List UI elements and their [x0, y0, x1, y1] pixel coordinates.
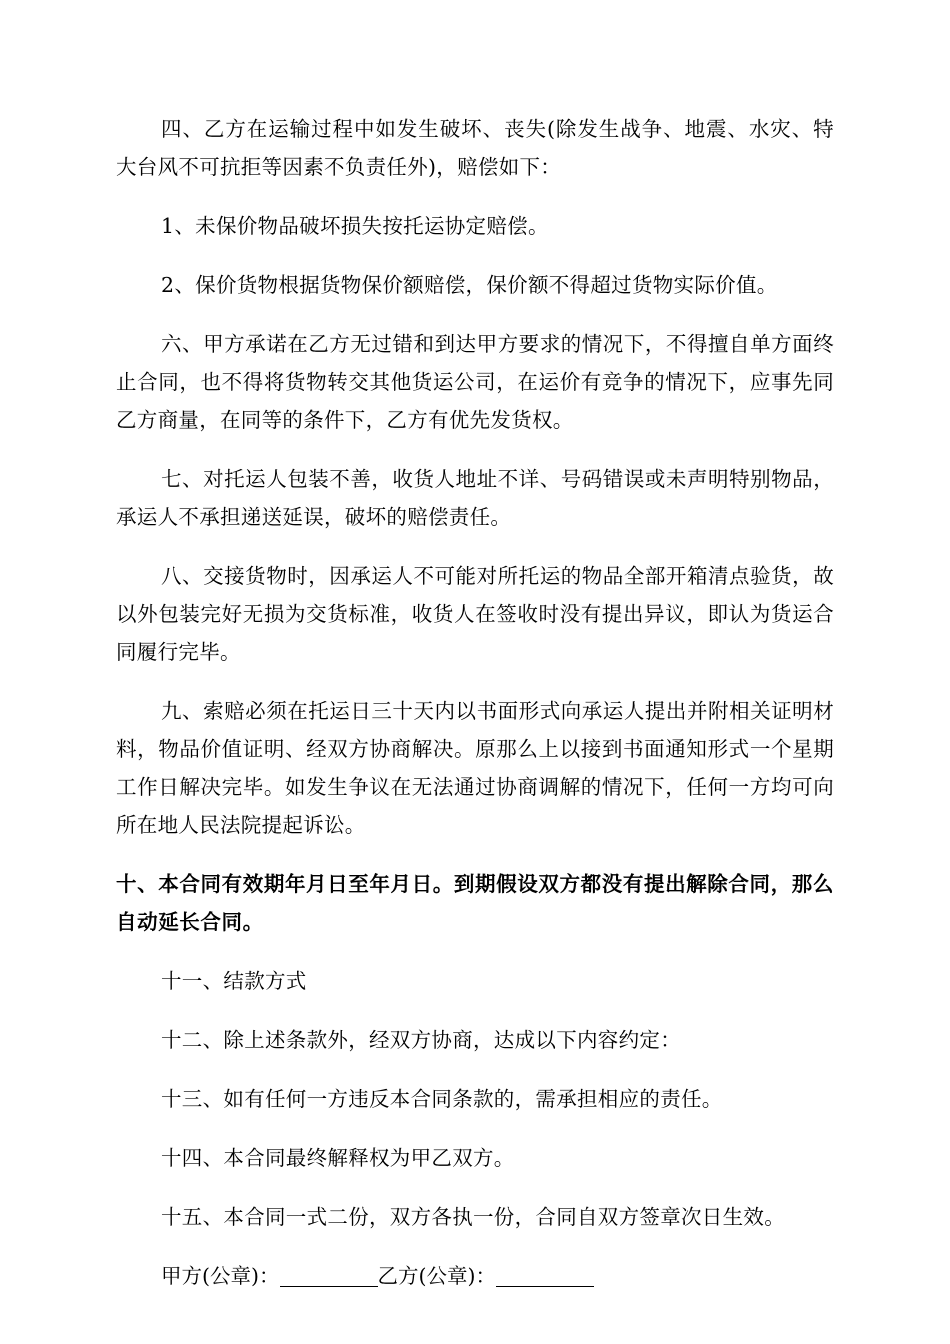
party-a-signature-blank[interactable]	[280, 1262, 378, 1287]
clause-14: 十四、本合同最终解释权为甲乙双方。	[161, 1146, 515, 1170]
clause-4: 四、乙方在运输过程中如发生破坏、丧失(除发生战争、地震、水灾、特大台风不可抗拒等因素不负责任外)，赔偿如下：	[116, 117, 834, 179]
party-a-label: 甲方(公章)：	[161, 1264, 280, 1288]
clause-13: 十三、如有任何一方违反本合同条款的，需承担相应的责任。	[161, 1087, 723, 1111]
clause-4-item-2: 2、保价货物根据货物保价额赔偿，保价额不得超过货物实际价值。	[161, 273, 778, 297]
signature-row	[116, 1257, 834, 1295]
contract-page	[116, 110, 834, 1295]
clause-10: 十、本合同有效期年月日至年月日。到期假设双方都没有提出解除合同，那么自动延长合同。	[116, 872, 834, 934]
party-b-label: 乙方(公章)：	[377, 1264, 496, 1288]
clause-12: 十二、除上述条款外，经双方协商，达成以下内容约定：	[161, 1028, 681, 1052]
clause-15: 十五、本合同一式二份，双方各执一份，合同自双方签章次日生效。	[161, 1205, 785, 1229]
clause-8: 八、交接货物时，因承运人不可能对所托运的物品全部开箱清点验货，故以外包装完好无损为交货标准，收货人在签收时没有提出异议，即认为货运合同履行完毕。	[116, 564, 834, 664]
clause-11: 十一、结款方式	[161, 969, 307, 993]
clause-4-item-1: 1、未保价物品破坏损失按托运协定赔偿。	[161, 214, 549, 238]
party-b-signature-blank[interactable]	[496, 1262, 594, 1287]
clause-6: 六、甲方承诺在乙方无过错和到达甲方要求的情况下，不得擅自单方面终止合同，也不得将货物转交其他货运公司，在运价有竞争的情况下，应事先同乙方商量，在同等的条件下，乙方有优先发货权。	[116, 332, 834, 432]
clause-7: 七、对托运人包装不善，收货人地址不详、号码错误或未声明特别物品，承运人不承担递送延误，破坏的赔偿责任。	[116, 467, 834, 529]
clause-9: 九、索赔必须在托运日三十天内以书面形式向承运人提出并附相关证明材料，物品价值证明、经双方协商解决。原那么上以接到书面通知形式一个星期工作日解决完毕。如发生争议在无法通过协商调解的情况下，任何一方均可向所在地人民法院提起诉讼。	[116, 699, 834, 837]
